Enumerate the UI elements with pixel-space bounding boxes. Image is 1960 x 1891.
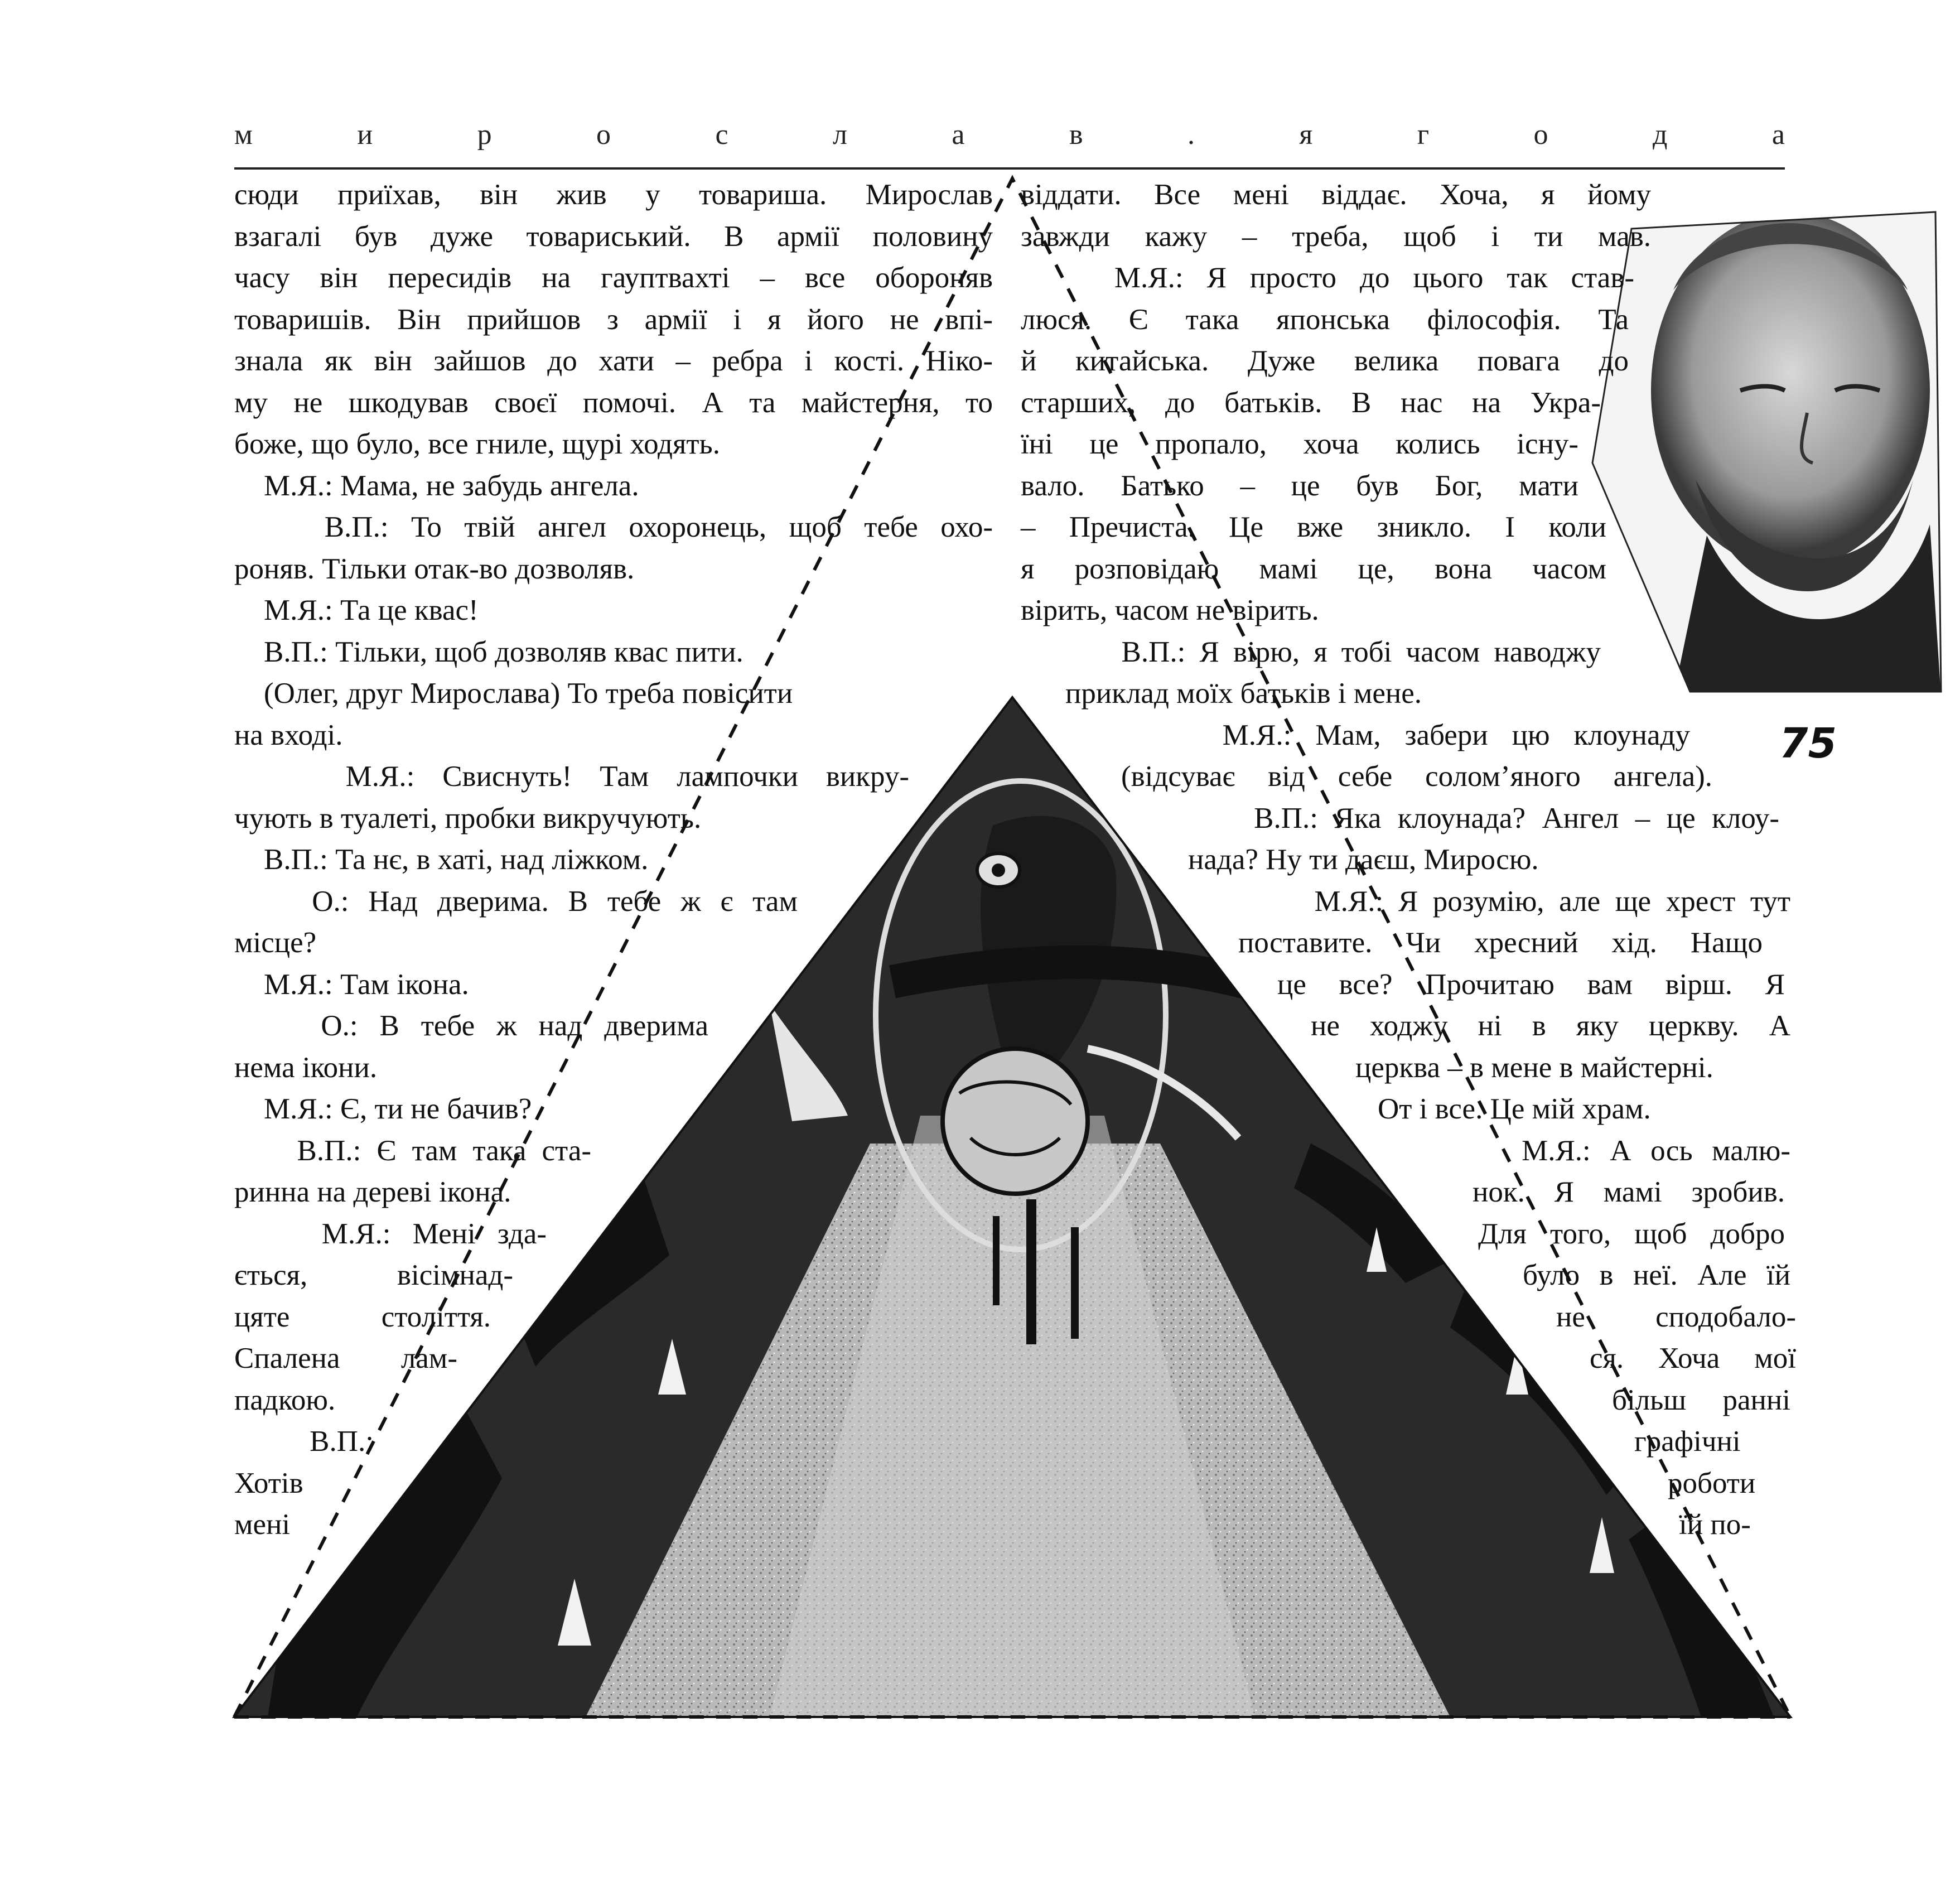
right-text-line: ся. Хоча мої xyxy=(1590,1342,1796,1374)
left-text-line: му не шкодував своєї помочі. А та майстерня, то xyxy=(234,386,993,419)
left-text-line: М.Я.: Мені зда- xyxy=(234,1217,547,1250)
right-text-line: приклад моїх батьків і мене. xyxy=(1065,677,1422,710)
left-text-line: мені xyxy=(234,1508,291,1541)
page-number: 75 xyxy=(1779,720,1837,768)
left-text-line: В.П.: Тільки, щоб дозволяв квас пити. xyxy=(234,635,744,668)
right-text-line: нада? Ну ти даєш, Миросю. xyxy=(1188,843,1539,876)
running-head-letter: л xyxy=(833,119,847,151)
left-text-line: В.П.: xyxy=(234,1425,374,1458)
left-text-column xyxy=(234,174,993,1546)
left-text-line: падкою. xyxy=(234,1383,336,1416)
right-text-line: церква – в мене в майстерні. xyxy=(1355,1051,1713,1084)
left-text-line: сюди приїхав, він жив у товариша. Мирослав xyxy=(234,179,993,211)
running-head-letter: м xyxy=(234,119,253,151)
right-text-line: віддати. Все мені віддає. Хоча, я йому xyxy=(1021,179,1651,211)
right-text-line: було в неї. Але їй xyxy=(1523,1259,1790,1291)
left-text-line: М.Я.: Там ікона. xyxy=(234,968,469,1001)
right-text-line: їй по- xyxy=(1679,1508,1751,1541)
right-text-line: я розповідаю мамі це, вона часом xyxy=(1021,552,1606,585)
left-text-line: В.П.: Та нє, в хаті, над ліжком. xyxy=(234,843,649,876)
left-text-line: на вході. xyxy=(234,718,343,751)
right-text-line: М.Я.: Мам, забери цю клоунаду xyxy=(1127,718,1690,751)
right-text-line: це все? Прочитаю вам вірш. Я xyxy=(1277,968,1785,1001)
left-text-line: ється, вісімнад- xyxy=(234,1259,513,1291)
running-head-letter: д xyxy=(1652,119,1668,151)
right-text-column xyxy=(1021,174,1796,1546)
running-head-letter: о xyxy=(1533,119,1548,151)
right-text-line: М.Я.: А ось малю- xyxy=(1445,1134,1790,1167)
right-text-line: В.П.: Я вірю, я тобі часом наводжу xyxy=(1065,635,1601,668)
left-text-line: взагалі був дуже товариський. В армії половину xyxy=(234,220,993,253)
left-text-line: Хотів xyxy=(234,1467,303,1499)
right-text-line: й китайська. Дуже велика повага до xyxy=(1021,345,1629,377)
left-text-line: О.: Над дверима. В тебе ж є там xyxy=(234,885,798,918)
running-head xyxy=(234,118,1785,151)
running-head-letter: и xyxy=(357,119,373,151)
running-head-letter: о xyxy=(596,119,611,151)
right-text-line: нок. Я мамі зробив. xyxy=(1473,1176,1785,1208)
right-text-line: – Пречиста. Це вже зникло. І коли xyxy=(1021,511,1606,543)
running-head-letter: а xyxy=(952,119,965,151)
right-text-line: вало. Батько – це був Бог, мати xyxy=(1021,469,1578,502)
left-text-line: М.Я.: Свиснуть! Там лампочки викру- xyxy=(234,760,909,793)
left-text-line: нема ікони. xyxy=(234,1051,378,1084)
right-text-line: вірить, часом не вірить. xyxy=(1021,594,1319,626)
running-head-letter: р xyxy=(477,119,492,151)
right-text-line: роботи xyxy=(1668,1467,1756,1499)
left-text-line: М.Я.: Мама, не забудь ангела. xyxy=(234,469,639,502)
right-text-line: більш ранні xyxy=(1612,1383,1790,1416)
left-text-line: часу він пересидів на гауптвахті – все обороняв xyxy=(234,262,993,294)
left-text-line: ринна на дереві ікона. xyxy=(234,1176,511,1208)
right-text-line: завжди кажу – треба, щоб і ти мав. xyxy=(1021,220,1651,253)
running-head-letter: я xyxy=(1299,119,1313,151)
right-text-line: Для того, щоб добро xyxy=(1478,1217,1785,1250)
left-text-line: Спалена лам- xyxy=(234,1342,457,1374)
left-text-line: боже, що було, все гниле, щурі ходять. xyxy=(234,428,720,460)
left-text-line: роняв. Тільки отак-во дозволяв. xyxy=(234,552,635,585)
right-text-line: От і все. Це мій храм. xyxy=(1378,1093,1651,1125)
running-head-letter: г xyxy=(1417,119,1430,151)
right-text-line: поставите. Чи хресний хід. Нащо xyxy=(1238,927,1763,959)
running-head-letter: . xyxy=(1187,119,1195,151)
left-text-line: товаришів. Він прийшов з армії і я його не впі- xyxy=(234,303,993,336)
right-text-line: В.П.: Яка клоунада? Ангел – це клоу- xyxy=(1188,802,1779,834)
left-text-line: місце? xyxy=(234,927,317,959)
right-text-line: не сподобало- xyxy=(1556,1300,1796,1333)
left-text-line: знала як він зайшов до хати – ребра і кості. Ніко- xyxy=(234,345,993,377)
right-text-line: не ходжу ні в яку церкву. А xyxy=(1311,1010,1790,1042)
left-text-line: В.П.: Є там така ста- xyxy=(234,1134,591,1167)
header-rule xyxy=(234,167,1785,170)
left-text-line: чують в туалеті, пробки викручують. xyxy=(234,802,702,834)
right-text-line: старших, до батьків. В нас на Укра- xyxy=(1021,386,1601,419)
right-text-line: графічні xyxy=(1634,1425,1741,1458)
left-text-line: В.П.: То твій ангел охоронець, щоб тебе охо- xyxy=(234,511,993,543)
right-text-line: люся. Є така японська філософія. Та xyxy=(1021,303,1629,336)
running-head-letter: а xyxy=(1771,119,1785,151)
running-head-letter: в xyxy=(1069,119,1083,151)
right-text-line: М.Я.: Я просто до цього так став- xyxy=(1021,262,1634,294)
left-text-line: О.: В тебе ж над дверима xyxy=(234,1010,708,1042)
left-text-line: М.Я.: Та це квас! xyxy=(234,594,479,626)
running-head-letter: с xyxy=(715,119,728,151)
right-text-line: їні це пропало, хоча колись існу- xyxy=(1021,428,1578,460)
left-text-line: цяте століття. xyxy=(234,1300,491,1333)
right-text-line: М.Я.: Я розумію, але ще хрест тут xyxy=(1255,885,1790,918)
right-text-line: (відсуває від себе солом’яного ангела). xyxy=(1121,760,1712,793)
left-text-line: (Олег, друг Мирослава) То треба повісити xyxy=(234,677,793,710)
left-text-line: М.Я.: Є, ти не бачив? xyxy=(234,1093,532,1125)
